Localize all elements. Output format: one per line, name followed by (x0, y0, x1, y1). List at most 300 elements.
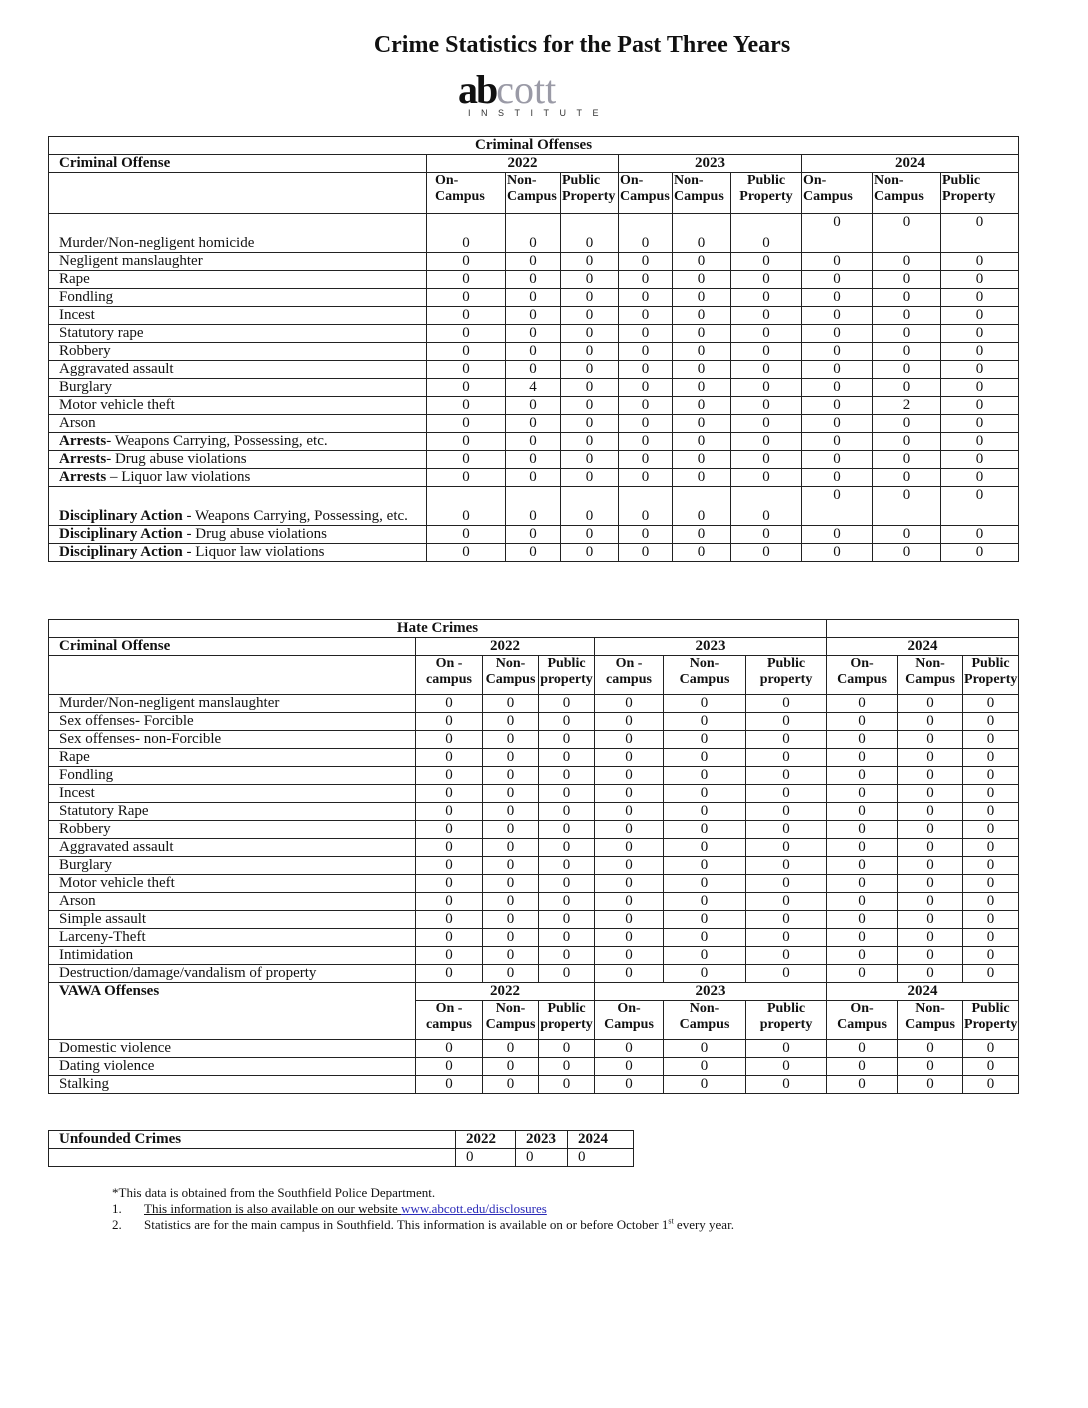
count-cell: 0 (619, 343, 673, 361)
offense-text: Aggravated assault (59, 361, 174, 377)
count-cell: 0 (873, 343, 941, 361)
count-cell: 0 (416, 893, 483, 911)
count-cell: 0 (941, 433, 1019, 451)
count-cell: 0 (506, 253, 561, 271)
column-subheader (427, 173, 506, 214)
count-cell: 0 (595, 965, 664, 983)
count-cell: 0 (898, 1076, 963, 1094)
count-cell: 0 (427, 415, 506, 433)
footnote-2 (112, 1217, 734, 1233)
count-cell: 0 (827, 965, 898, 983)
offense-category: Arrests (59, 451, 107, 467)
count-cell: 0 (827, 821, 898, 839)
table-row (49, 397, 1019, 415)
count-cell: 0 (427, 289, 506, 307)
count-cell: 0 (595, 785, 664, 803)
count-cell: 0 (731, 271, 802, 289)
count-cell: 0 (802, 307, 873, 325)
count-cell: 0 (619, 379, 673, 397)
count-cell: 0 (427, 451, 506, 469)
count-cell: 0 (963, 929, 1019, 947)
count-cell: 0 (873, 433, 941, 451)
subheader-line: Public (942, 173, 981, 188)
count-cell: 0 (963, 893, 1019, 911)
count-cell: 0 (561, 415, 619, 433)
count-cell: 0 (506, 433, 561, 451)
footnote-1 (112, 1201, 734, 1217)
count-cell: 0 (898, 767, 963, 785)
offense-label (49, 214, 427, 253)
count-cell: 0 (664, 785, 746, 803)
count-cell: 0 (427, 433, 506, 451)
count-cell: 0 (539, 713, 595, 731)
count-cell: 0 (898, 947, 963, 965)
subheader-line: Non- (874, 173, 904, 188)
offense-text: Fondling (59, 289, 114, 305)
count-cell: 0 (673, 307, 731, 325)
count-cell: 0 (827, 767, 898, 785)
count-cell: 0 (827, 695, 898, 713)
table-row (49, 526, 1019, 544)
unfounded-crimes-table (48, 1130, 634, 1167)
unfounded-value-2024: 0 (568, 1149, 634, 1167)
offense-label: Incest (49, 785, 416, 803)
count-cell: 0 (898, 749, 963, 767)
table-row (49, 857, 1019, 875)
count-cell: 0 (539, 1040, 595, 1058)
count-cell: 0 (595, 803, 664, 821)
year-header: 2022 (416, 638, 595, 656)
count-cell: 0 (416, 911, 483, 929)
count-cell: 0 (561, 343, 619, 361)
count-cell: 0 (483, 695, 539, 713)
count-cell: 0 (898, 893, 963, 911)
count-cell: 0 (595, 731, 664, 749)
count-cell: 0 (673, 271, 731, 289)
year-header-row (49, 155, 1019, 173)
count-cell: 0 (963, 731, 1019, 749)
subheader-line: Non- (915, 1001, 945, 1016)
subheader-line: Campus (620, 189, 670, 204)
count-cell: 0 (427, 379, 506, 397)
subheader-row (49, 173, 1019, 214)
count-cell: 0 (802, 487, 873, 526)
count-cell: 0 (561, 544, 619, 562)
count-cell: 0 (416, 965, 483, 983)
count-cell: 0 (731, 469, 802, 487)
count-cell: 0 (731, 325, 802, 343)
count-cell: 0 (941, 361, 1019, 379)
count-cell: 0 (827, 947, 898, 965)
table-row (49, 343, 1019, 361)
column-subheader (619, 173, 673, 214)
count-cell: 0 (595, 695, 664, 713)
count-cell: 0 (595, 1058, 664, 1076)
count-cell: 0 (898, 839, 963, 857)
count-cell: 0 (619, 214, 673, 253)
count-cell: 0 (539, 749, 595, 767)
count-cell: 0 (963, 821, 1019, 839)
count-cell: 0 (963, 911, 1019, 929)
vawa-year-header-row (49, 983, 1019, 1001)
unfounded-year-2022: 2022 (456, 1131, 516, 1149)
count-cell: 0 (963, 803, 1019, 821)
count-cell: 0 (941, 526, 1019, 544)
count-cell: 0 (898, 713, 963, 731)
count-cell: 0 (427, 469, 506, 487)
offense-text: - Drug abuse violations (106, 451, 247, 467)
count-cell: 0 (483, 929, 539, 947)
table-row (49, 947, 1019, 965)
count-cell: 0 (673, 253, 731, 271)
count-cell: 0 (539, 695, 595, 713)
count-cell: 0 (539, 821, 595, 839)
count-cell: 0 (827, 749, 898, 767)
column-subheader (664, 1001, 746, 1040)
count-cell: 0 (941, 343, 1019, 361)
offense-label: Destruction/damage/vandalism of property (49, 965, 416, 983)
count-cell: 0 (898, 965, 963, 983)
count-cell: 0 (746, 965, 827, 983)
count-cell: 0 (802, 415, 873, 433)
subheader-line: Non- (915, 656, 945, 671)
count-cell: 0 (963, 875, 1019, 893)
table-row (49, 433, 1019, 451)
count-cell: 0 (941, 415, 1019, 433)
count-cell: 0 (483, 875, 539, 893)
count-cell: 0 (561, 361, 619, 379)
count-cell: 0 (664, 713, 746, 731)
count-cell: 0 (873, 253, 941, 271)
subheader-line: On - (435, 656, 463, 671)
count-cell: 0 (539, 929, 595, 947)
count-cell: 0 (664, 929, 746, 947)
offense-label (49, 451, 427, 469)
count-cell: 0 (873, 379, 941, 397)
subheader-line: Campus (485, 1017, 536, 1032)
count-cell: 0 (802, 469, 873, 487)
count-cell: 0 (802, 526, 873, 544)
count-cell: 0 (898, 929, 963, 947)
subheader-line: Public (766, 656, 806, 671)
count-cell: 0 (963, 857, 1019, 875)
count-cell: 0 (873, 487, 941, 526)
column-subheader (731, 173, 802, 214)
count-cell: 0 (539, 803, 595, 821)
column-subheader (416, 656, 483, 695)
abcott-institute-logo (458, 67, 628, 118)
count-cell: 0 (941, 289, 1019, 307)
subheader-line: campus (426, 672, 472, 687)
count-cell: 0 (827, 929, 898, 947)
count-cell: 0 (483, 965, 539, 983)
unfounded-value-2022: 0 (456, 1149, 516, 1167)
column-subheader (746, 1001, 827, 1040)
offense-label: Statutory Rape (49, 803, 416, 821)
count-cell: 0 (664, 695, 746, 713)
count-cell: 0 (746, 911, 827, 929)
count-cell: 0 (539, 767, 595, 785)
count-cell: 0 (827, 713, 898, 731)
count-cell: 0 (746, 1058, 827, 1076)
count-cell: 0 (673, 289, 731, 307)
count-cell: 0 (746, 749, 827, 767)
count-cell: 0 (539, 911, 595, 929)
offense-text: Incest (59, 307, 95, 323)
offense-label: Sex offenses- Forcible (49, 713, 416, 731)
count-cell: 0 (963, 767, 1019, 785)
subheader-line: On - (615, 656, 643, 671)
count-cell: 0 (427, 343, 506, 361)
count-cell: 0 (898, 731, 963, 749)
count-cell: 0 (673, 379, 731, 397)
count-cell: 0 (595, 929, 664, 947)
count-cell: 0 (416, 767, 483, 785)
subheader-line: property (759, 672, 813, 687)
offense-category: Disciplinary Action (59, 544, 183, 560)
count-cell: 0 (673, 343, 731, 361)
subheader-line: On- (435, 173, 459, 188)
count-cell: 0 (673, 526, 731, 544)
offense-text: Negligent manslaughter (59, 253, 203, 269)
count-cell: 0 (427, 397, 506, 415)
column-subheader (673, 173, 731, 214)
count-cell: 0 (963, 1058, 1019, 1076)
subheader-line: Campus (905, 672, 955, 687)
column-subheader (746, 656, 827, 695)
count-cell: 0 (731, 487, 802, 526)
subheader-line: Campus (674, 189, 724, 204)
subheader-line: property (540, 672, 593, 687)
vawa-label-header: VAWA Offenses (49, 983, 416, 1040)
table-row (49, 695, 1019, 713)
count-cell: 0 (416, 731, 483, 749)
count-cell: 0 (963, 839, 1019, 857)
count-cell: 0 (731, 289, 802, 307)
count-cell: 0 (427, 487, 506, 526)
count-cell: 2 (873, 397, 941, 415)
count-cell: 0 (731, 379, 802, 397)
offense-label (49, 307, 427, 325)
column-subheader (827, 1001, 898, 1040)
count-cell: 0 (963, 713, 1019, 731)
offense-category: Arrests (59, 433, 107, 449)
year-header: 2022 (427, 155, 619, 173)
offense-label: Rape (49, 749, 416, 767)
count-cell: 0 (746, 731, 827, 749)
count-cell: 0 (664, 803, 746, 821)
year-header: 2024 (802, 155, 1019, 173)
blank-header-cell (49, 656, 416, 695)
count-cell: 0 (746, 893, 827, 911)
offense-label: Motor vehicle theft (49, 875, 416, 893)
count-cell: 0 (664, 911, 746, 929)
count-cell: 0 (827, 911, 898, 929)
offense-label (49, 253, 427, 271)
table-row (49, 289, 1019, 307)
count-cell: 0 (595, 1040, 664, 1058)
year-header: 2023 (595, 983, 827, 1001)
count-cell: 0 (483, 911, 539, 929)
count-cell: 0 (416, 1076, 483, 1094)
label-header: Criminal Offense (49, 638, 416, 656)
count-cell: 0 (416, 803, 483, 821)
count-cell: 0 (595, 947, 664, 965)
subheader-line: Non- (507, 173, 537, 188)
count-cell: 0 (731, 526, 802, 544)
count-cell: 0 (483, 803, 539, 821)
count-cell: 0 (664, 857, 746, 875)
offense-label: Domestic violence (49, 1040, 416, 1058)
count-cell: 0 (416, 857, 483, 875)
table-row (49, 749, 1019, 767)
count-cell: 0 (506, 415, 561, 433)
count-cell: 0 (483, 857, 539, 875)
subheader-line: On- (803, 173, 827, 188)
count-cell: 0 (506, 469, 561, 487)
offense-label (49, 271, 427, 289)
offense-label: Fondling (49, 767, 416, 785)
subheader-line: campus (426, 1017, 472, 1032)
count-cell: 0 (595, 857, 664, 875)
count-cell: 0 (746, 1040, 827, 1058)
count-cell: 0 (673, 433, 731, 451)
count-cell: 0 (561, 487, 619, 526)
section-title-row (49, 137, 1019, 155)
count-cell: 0 (673, 469, 731, 487)
subheader-line: Non- (689, 656, 720, 671)
logo-word-light: cott (496, 67, 557, 112)
disclosures-link[interactable]: www.abcott.edu/disclosures (401, 1201, 547, 1216)
count-cell: 0 (416, 947, 483, 965)
section-title: Criminal Offenses (49, 137, 1019, 155)
count-cell: 0 (673, 397, 731, 415)
subheader-line: campus (606, 672, 652, 687)
count-cell: 0 (746, 713, 827, 731)
count-cell: 0 (483, 1076, 539, 1094)
subheader-line: Public (547, 1001, 586, 1016)
subheader-line: Property (739, 189, 793, 204)
year-header: 2024 (827, 638, 1019, 656)
count-cell: 0 (506, 271, 561, 289)
subheader-line: property (759, 1017, 813, 1032)
subheader-line: Campus (435, 189, 485, 204)
blank-title-cell (827, 620, 1019, 638)
offense-label (49, 469, 427, 487)
table-row (49, 839, 1019, 857)
table-row (49, 767, 1019, 785)
count-cell: 0 (561, 397, 619, 415)
unfounded-year-2023: 2023 (516, 1131, 568, 1149)
count-cell: 0 (664, 875, 746, 893)
count-cell: 0 (673, 544, 731, 562)
count-cell: 4 (506, 379, 561, 397)
count-cell: 0 (746, 839, 827, 857)
count-cell: 0 (483, 821, 539, 839)
table-row (49, 713, 1019, 731)
offense-label (49, 433, 427, 451)
count-cell: 0 (416, 929, 483, 947)
count-cell: 0 (802, 433, 873, 451)
subheader-line: Non- (689, 1001, 720, 1016)
column-subheader (595, 1001, 664, 1040)
column-subheader (963, 1001, 1019, 1040)
offense-label: Murder/Non-negligent manslaughter (49, 695, 416, 713)
table-row (49, 487, 1019, 526)
count-cell: 0 (898, 1040, 963, 1058)
count-cell: 0 (963, 785, 1019, 803)
count-cell: 0 (619, 433, 673, 451)
count-cell: 0 (539, 731, 595, 749)
count-cell: 0 (561, 325, 619, 343)
count-cell: 0 (506, 289, 561, 307)
count-cell: 0 (561, 289, 619, 307)
logo-subtitle: INSTITUTE (468, 108, 609, 118)
count-cell: 0 (664, 821, 746, 839)
count-cell: 0 (873, 544, 941, 562)
table-row (49, 911, 1019, 929)
offense-category: Disciplinary Action (59, 508, 183, 524)
offense-text: Motor vehicle theft (59, 397, 175, 413)
count-cell: 0 (506, 451, 561, 469)
count-cell: 0 (595, 749, 664, 767)
column-subheader (561, 173, 619, 214)
subheader-line: Campus (874, 189, 924, 204)
count-cell: 0 (539, 785, 595, 803)
count-cell: 0 (416, 695, 483, 713)
count-cell: 0 (483, 767, 539, 785)
count-cell: 0 (731, 253, 802, 271)
unfounded-label-header: Unfounded Crimes (49, 1131, 456, 1149)
section-title: Hate Crimes (49, 620, 827, 638)
offense-label: Aggravated assault (49, 839, 416, 857)
subheader-line: On - (435, 1001, 463, 1016)
count-cell: 0 (941, 397, 1019, 415)
count-cell: 0 (827, 1076, 898, 1094)
count-cell: 0 (506, 526, 561, 544)
count-cell: 0 (427, 325, 506, 343)
count-cell: 0 (746, 1076, 827, 1094)
offense-label (49, 544, 427, 562)
count-cell: 0 (506, 361, 561, 379)
count-cell: 0 (483, 749, 539, 767)
offense-category: Disciplinary Action (59, 526, 183, 542)
count-cell: 0 (746, 929, 827, 947)
count-cell: 0 (898, 803, 963, 821)
count-cell: 0 (731, 415, 802, 433)
table-row (49, 271, 1019, 289)
column-subheader (483, 1001, 539, 1040)
subheader-line: Non- (495, 1001, 526, 1016)
count-cell: 0 (873, 271, 941, 289)
column-subheader (539, 656, 595, 695)
count-cell: 0 (506, 544, 561, 562)
count-cell: 0 (483, 785, 539, 803)
subheader-line: Public (971, 1001, 1010, 1016)
count-cell: 0 (746, 695, 827, 713)
subheader-line: Non- (495, 656, 526, 671)
count-cell: 0 (416, 785, 483, 803)
count-cell: 0 (898, 911, 963, 929)
count-cell: 0 (963, 1076, 1019, 1094)
count-cell: 0 (416, 713, 483, 731)
subheader-line: On- (617, 1001, 641, 1016)
column-subheader (416, 1001, 483, 1040)
count-cell: 0 (941, 487, 1019, 526)
count-cell: 0 (941, 325, 1019, 343)
offense-label: Sex offenses- non-Forcible (49, 731, 416, 749)
count-cell: 0 (827, 803, 898, 821)
